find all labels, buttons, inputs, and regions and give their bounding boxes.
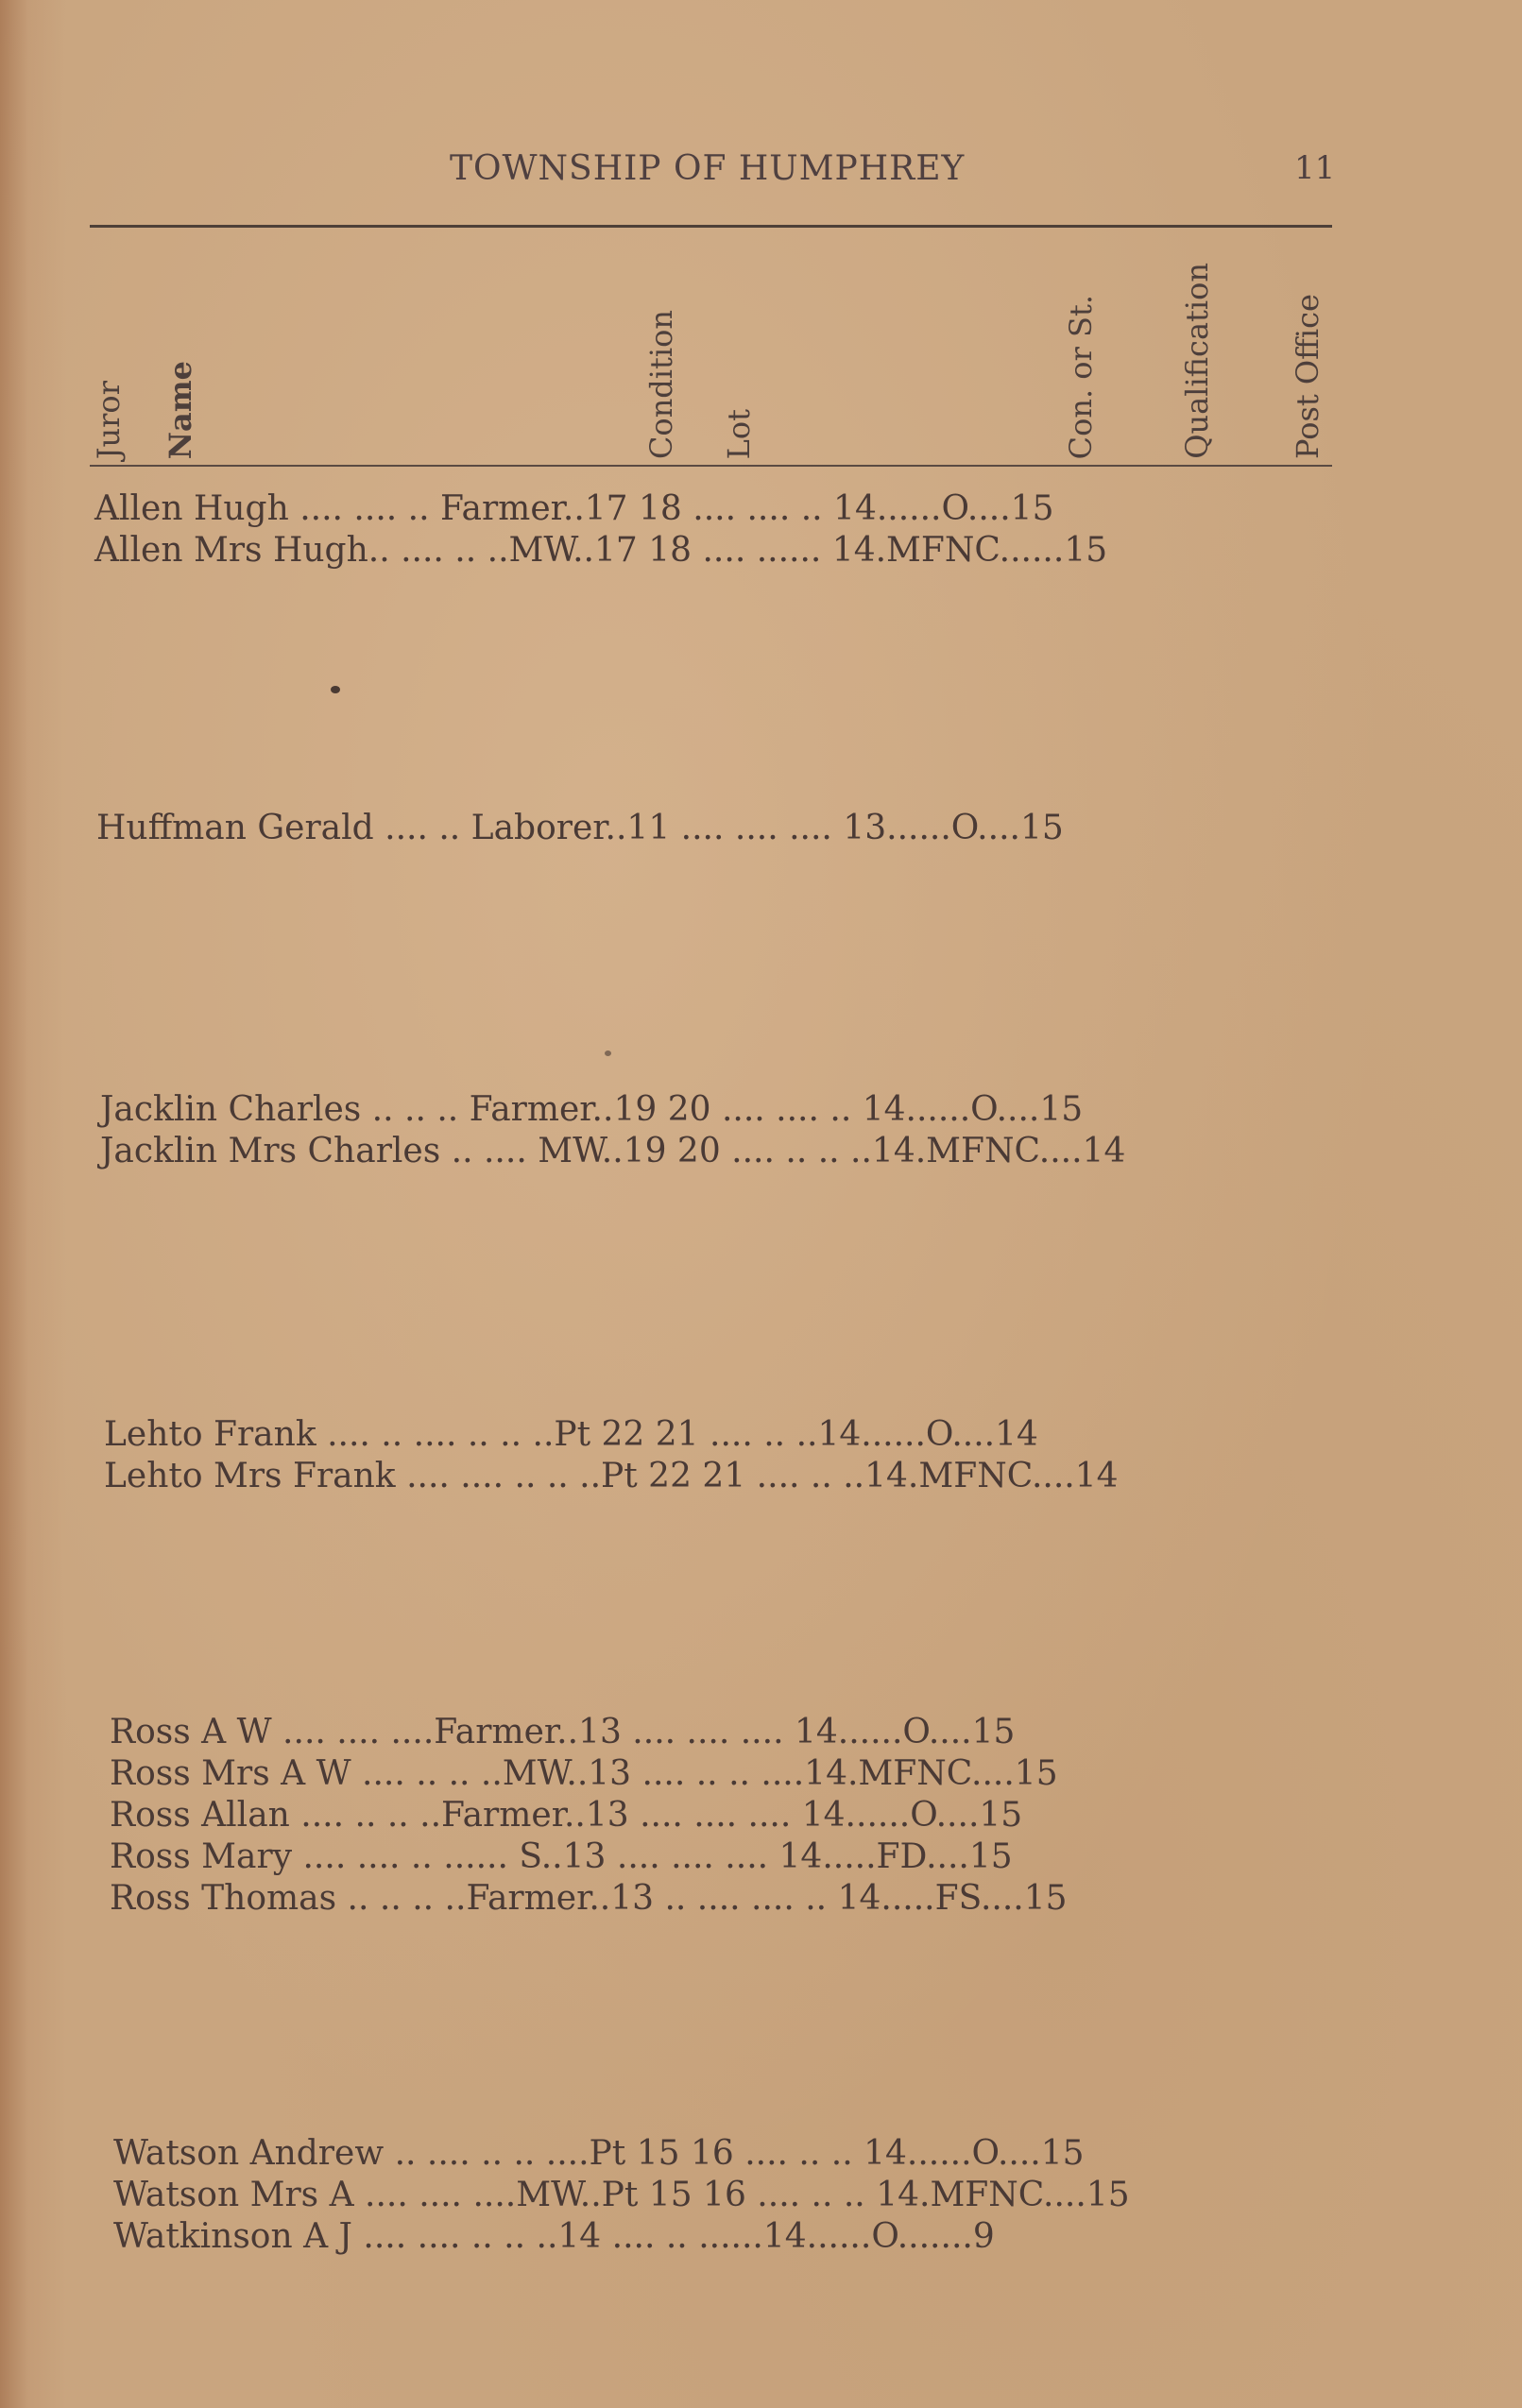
column-header-post-office: Post Office [1290,293,1325,459]
juror-row: Jacklin Mrs Charles .. .... MW..19 20 .... .. .. ..14.MFNC....14 [100,1132,1126,1170]
juror-row: Ross Allan .... .. .. ..Farmer..13 .... .... .... 14......O....15 [110,1796,1023,1835]
juror-row: Ross Thomas .. .. .. ..Farmer..13 .. .... .... .. 14.....FS....15 [110,1879,1068,1918]
page-number: 11 [1294,149,1336,187]
juror-row: Watson Andrew .. .... .. .. ....Pt 15 16 .... .. .. 14......O....15 [113,2134,1085,2173]
header-rule [90,225,1332,228]
paper-speck [331,686,340,693]
paper-speck [605,1050,611,1056]
column-rule [90,465,1332,467]
juror-row: Ross Mrs A W .... .. .. ..MW..13 .... .. .. ....14.MFNC....15 [110,1754,1058,1793]
column-header-condition: Condition [643,309,679,459]
juror-row: Lehto Mrs Frank .... .... .. .. ..Pt 22 21 .... .. ..14.MFNC....14 [104,1457,1119,1495]
column-header-con: Con. or St. [1063,294,1099,459]
juror-row: Jacklin Charles .. .. .. Farmer..19 20 .... .... .. 14......O....15 [100,1090,1084,1129]
juror-row: Lehto Frank .... .. .... .. .. ..Pt 22 21 .... .. ..14......O....14 [104,1415,1038,1454]
juror-row: Watkinson A J .... .... .. .. ..14 .... .. ......14......O.......9 [113,2217,995,2256]
page-header [0,149,1522,196]
juror-row: Ross Mary .... .... .. ...... S..13 .... .... .... 14.....FD....15 [110,1837,1013,1876]
page-title: TOWNSHIP OF HUMPHREY [450,149,966,188]
column-header-juror: Juror [91,380,127,459]
juror-row: Allen Mrs Hugh.. .... .. ..MW..17 18 .... ...... 14.MFNC......15 [94,531,1108,570]
column-header-qualification: Qualification [1179,263,1215,459]
juror-row: Allen Hugh .... .... .. Farmer..17 18 .... .... .. 14......O....15 [94,489,1054,528]
juror-row: Huffman Gerald .... .. Laborer..11 .... .... .... 13......O....15 [96,809,1064,847]
juror-row: Ross A W .... .... ....Farmer..13 .... .... .... 14......O....15 [110,1713,1016,1751]
column-header-lot: Lot [721,408,757,459]
column-header-name: Name [162,360,198,459]
juror-row: Watson Mrs A .... .... ....MW..Pt 15 16 .... .. .. 14.MFNC....15 [113,2176,1130,2214]
